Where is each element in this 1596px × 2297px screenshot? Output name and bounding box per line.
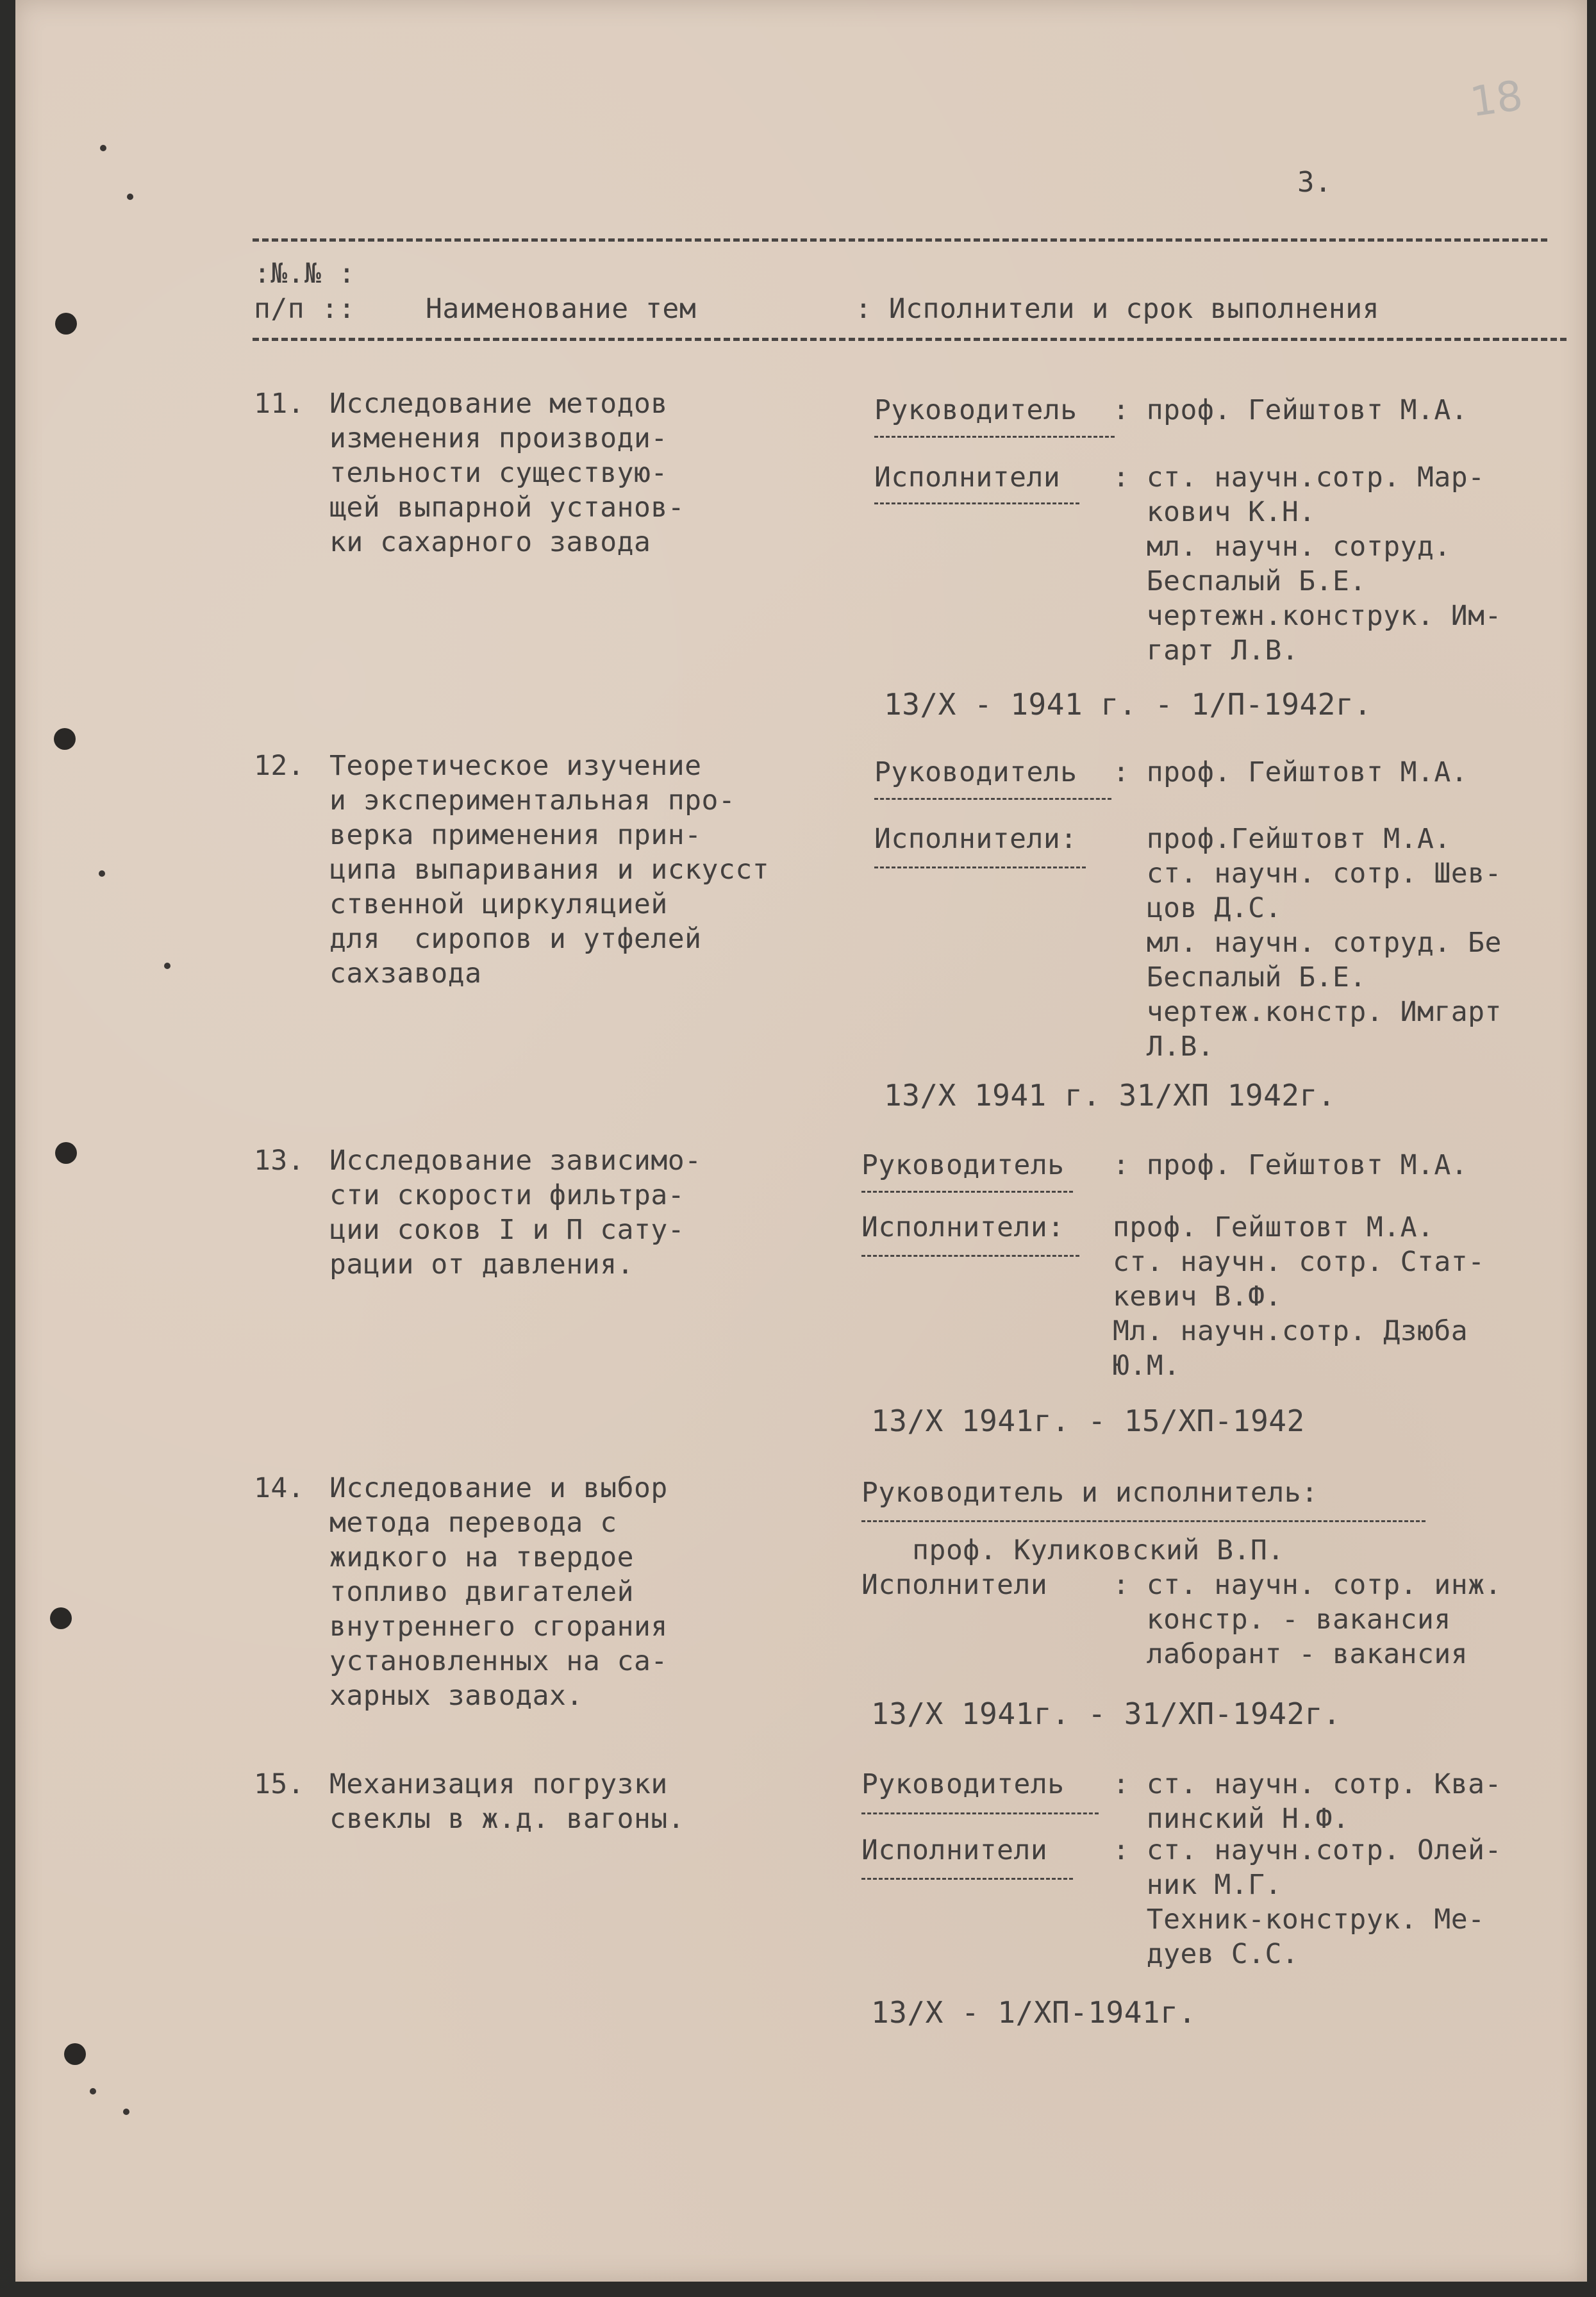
- entry-title: Исследование методов изменения производи- тельности существую- щей выпарной установ- ки сахарного завода: [329, 388, 685, 558]
- exec-value: : ст. научн.сотр. Мар- кович К.Н. мл. научн. сотруд. Беспалый Б.Е. чертежн.конструк. Им- гарт Л.В.: [1113, 461, 1502, 667]
- exec-value: проф.Гейштовт М.А. ст. научн. сотр. Шев- цов Д.С. мл. научн. сотруд. Бе Беспалый Б.Е. чертеж.констр. Имгарт Л.В.: [1146, 823, 1502, 1063]
- exec-underline: [874, 867, 1086, 868]
- entry-number: 14.: [254, 1472, 305, 1504]
- lead-label: Руководитель: [874, 394, 1077, 426]
- lead-label: Руководитель: [874, 756, 1077, 788]
- paper-speck: [90, 2088, 96, 2094]
- lead-underline: [861, 1520, 1426, 1522]
- paper-speck: [99, 870, 105, 877]
- entry-number: 15.: [254, 1768, 305, 1800]
- lead-value: : проф. Гейштовт М.А.: [1113, 394, 1468, 426]
- exec-value: : ст. научн. сотр. инж. констр. - вакансия лаборант - вакансия: [1113, 1569, 1502, 1670]
- exec-value: : ст. научн.сотр. Олей- ник М.Г. Техник-конструк. Ме- дуев С.С.: [1113, 1834, 1502, 1970]
- lead-underline: [874, 436, 1115, 438]
- exec-underline: [861, 1255, 1079, 1257]
- archive-folio-note: 18: [1467, 72, 1526, 127]
- lead-value: : проф. Гейштовт М.А.: [1113, 1149, 1468, 1181]
- entry-title: Теоретическое изучение и экспериментальная про- верка применения прин- ципа выпаривания и искусст ственной циркуляцией для сиропов и утфелей сахзавода: [329, 750, 770, 990]
- lead-label: Руководитель: [861, 1149, 1065, 1181]
- binder-hole: [55, 1142, 77, 1164]
- exec-underline: [874, 502, 1079, 504]
- header-number-col-line2: п/п ::: [254, 293, 356, 325]
- entry-number: 12.: [254, 750, 305, 782]
- binder-hole: [55, 313, 77, 335]
- exec-value: проф. Гейштовт М.А. ст. научн. сотр. Стат- кевич В.Ф. Мл. научн.сотр. Дзюба Ю.М.: [1113, 1211, 1485, 1382]
- exec-label: Исполнители:: [874, 823, 1077, 855]
- lead-underline: [861, 1191, 1073, 1193]
- page-number: 3.: [1297, 166, 1332, 199]
- lead-label: Руководитель: [861, 1768, 1065, 1800]
- exec-label: Исполнители:: [861, 1211, 1065, 1243]
- header-topic-col: Наименование тем: [426, 293, 697, 325]
- lead-underline: [861, 1812, 1099, 1814]
- lead-value: : проф. Гейштовт М.А.: [1113, 756, 1468, 788]
- paper-speck: [127, 194, 133, 200]
- entry-term: 13/X 1941г. - 31/XП-1942г.: [871, 1696, 1342, 1731]
- lead-value: проф. Куликовский В.П.: [861, 1534, 1284, 1566]
- entry-term: 13/X 1941 г. 31/XП 1942г.: [884, 1078, 1336, 1113]
- entry-number: 11.: [254, 388, 305, 420]
- header-number-col-line1: :№.№ :: [254, 258, 356, 290]
- exec-underline: [861, 1878, 1073, 1880]
- lead-value: : ст. научн. сотр. Ква- пинский Н.Ф.: [1113, 1768, 1502, 1835]
- paper-speck: [164, 963, 170, 969]
- entry-term: 13/X 1941г. - 15/XП-1942: [871, 1404, 1305, 1438]
- exec-label: Исполнители: [861, 1569, 1048, 1601]
- exec-label: Исполнители: [861, 1834, 1048, 1866]
- binder-hole: [64, 2043, 86, 2065]
- lead-label: Руководитель и исполнитель:: [861, 1477, 1318, 1509]
- entry-term: 13/X - 1/XП-1941г.: [871, 1995, 1197, 2030]
- exec-label: Исполнители: [874, 461, 1061, 493]
- binder-hole: [50, 1607, 72, 1629]
- entry-number: 13.: [254, 1145, 305, 1177]
- header-executors-col: : Исполнители и срок выполнения: [855, 293, 1380, 325]
- entry-term: 13/X - 1941 г. - 1/П-1942г.: [884, 687, 1372, 722]
- paper-speck: [123, 2109, 129, 2115]
- entry-title: Исследование и выбор метода перевода с жидкого на твердое топливо двигателей внутреннего сгорания установленных на са- харных заводах.: [329, 1472, 668, 1712]
- document-page: [15, 0, 1587, 2282]
- entry-title: Механизация погрузки свеклы в ж.д. вагоны.: [329, 1768, 685, 1835]
- lead-underline: [874, 798, 1111, 800]
- paper-speck: [100, 145, 106, 151]
- entry-title: Исследование зависимо- сти скорости фильтра- ции соков I и П сату- рации от давления.: [329, 1145, 702, 1281]
- binder-hole: [54, 728, 76, 750]
- header-rule: [253, 338, 1567, 341]
- top-rule: [253, 238, 1547, 242]
